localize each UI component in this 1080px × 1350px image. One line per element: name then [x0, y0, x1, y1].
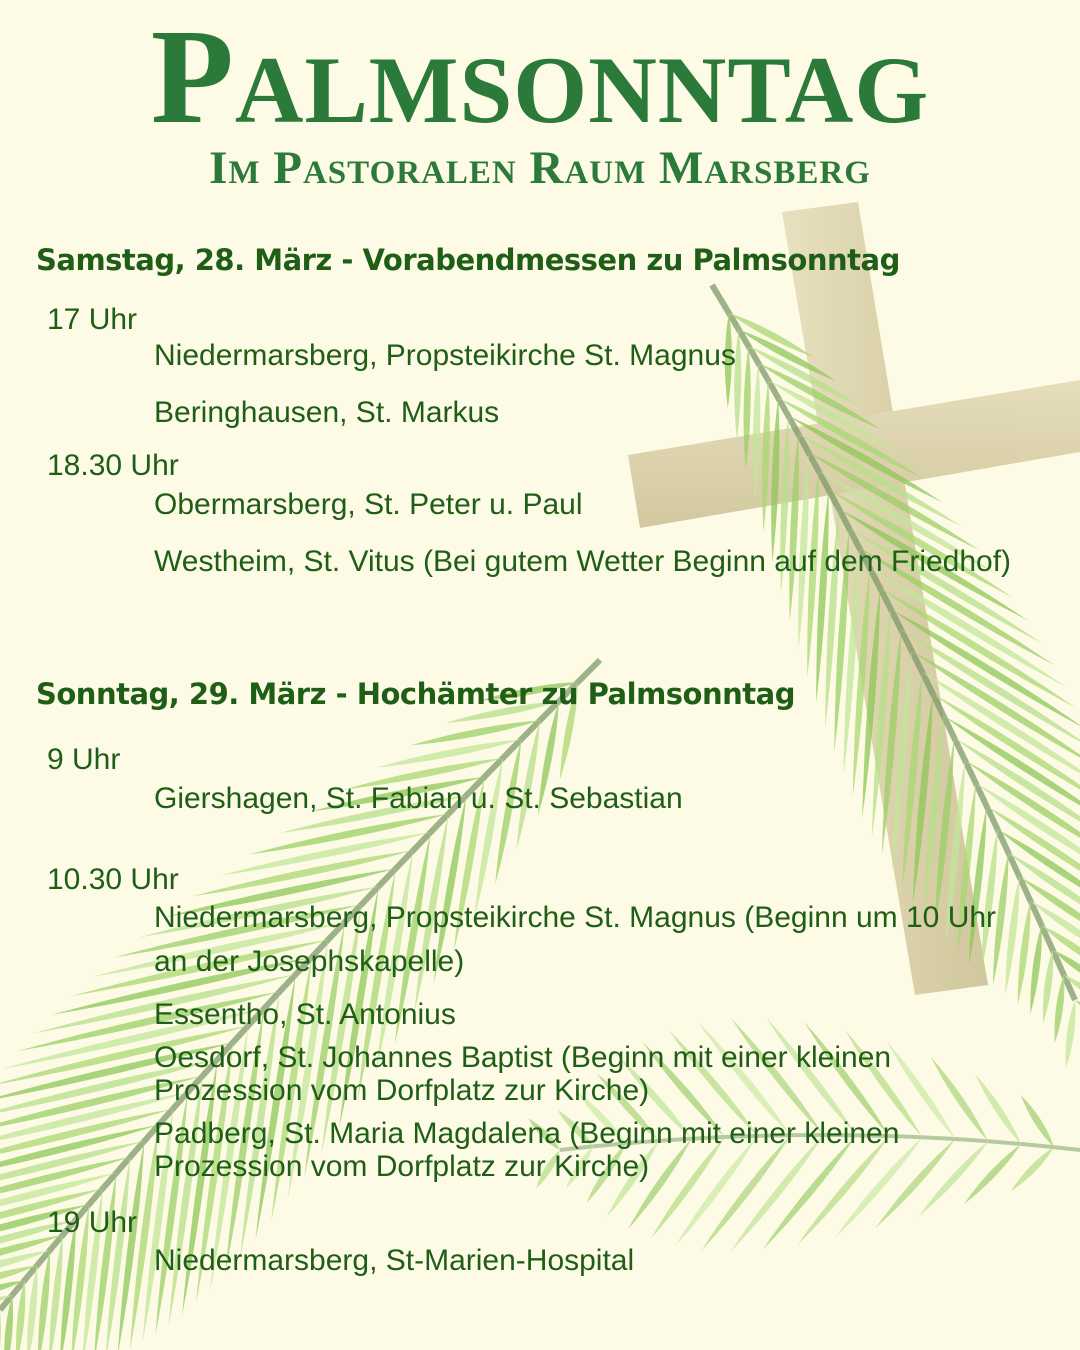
location-padberg: Padberg, St. Maria Magdalena (Beginn mit einer kleinen Prozession vom Dorfplatz zur Kirche) — [154, 1117, 900, 1183]
page-subtitle: Im Pastoralen Raum Marsberg — [209, 142, 871, 194]
location-giershagen: Giershagen, St. Fabian u. St. Sebastian — [154, 782, 683, 815]
saturday-time-1830: 18.30 Uhr — [47, 449, 179, 482]
location-essentho: Essentho, St. Antonius — [154, 998, 456, 1031]
saturday-heading: Samstag, 28. März - Vorabendmessen zu Palmsonntag — [36, 243, 900, 277]
page-title: Palmsonntag — [150, 2, 930, 152]
sunday-time-1030: 10.30 Uhr — [47, 863, 179, 896]
location-oesdorf: Oesdorf, St. Johannes Baptist (Beginn mit einer kleinen Prozession vom Dorfplatz zur Kirche) — [154, 1041, 892, 1107]
location-niedermarsberg-propsteikirche: Niedermarsberg, Propsteikirche St. Magnus — [154, 339, 736, 372]
location-marien-hospital: Niedermarsberg, St-Marien-Hospital — [154, 1244, 635, 1277]
saturday-time-17: 17 Uhr — [47, 303, 138, 336]
location-beringhausen: Beringhausen, St. Markus — [154, 396, 500, 429]
location-obermarsberg: Obermarsberg, St. Peter u. Paul — [154, 488, 583, 521]
sunday-time-19: 19 Uhr — [47, 1206, 138, 1239]
location-westheim: Westheim, St. Vitus (Bei gutem Wetter Beginn auf dem Friedhof) — [154, 545, 1012, 578]
location-niedermarsberg-josephskapelle: Niedermarsberg, Propsteikirche St. Magnus (Beginn um 10 Uhr an der Josephskapelle) — [154, 901, 997, 978]
sunday-heading: Sonntag, 29. März - Hochämter zu Palmsonntag — [36, 677, 795, 711]
sunday-time-9: 9 Uhr — [47, 743, 121, 776]
